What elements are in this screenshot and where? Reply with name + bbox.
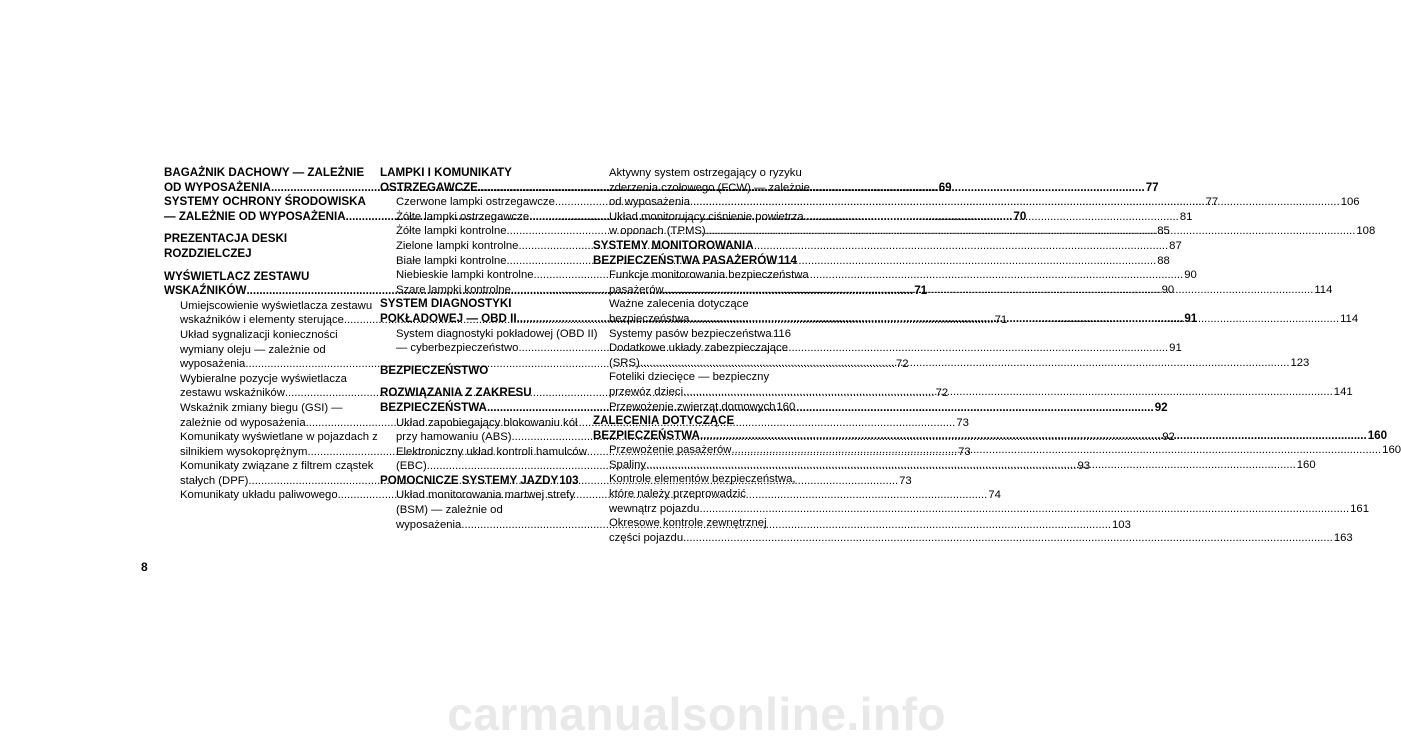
toc-page-number: 106 [1340, 196, 1360, 209]
toc-entry-line: Wskaźnik zmiany biegu (GSI) — [180, 401, 343, 414]
toc-entry-line: SYSTEMY MONITOROWANIA [593, 238, 754, 252]
toc-entry-title: przy hamowaniu (ABS) [396, 431, 512, 444]
toc-page-number: 160 [1367, 428, 1388, 442]
toc-entry-title: Żółte lampki kontrolne [396, 225, 507, 238]
toc-section-heading[interactable] [380, 473, 579, 489]
toc-page-number: 114 [778, 253, 797, 267]
toc-entry-line: Kontrole elementów bezpieczeństwa, [609, 473, 796, 486]
toc-entry-line: Ważne zalecenia dotyczące [609, 298, 749, 311]
toc-entry-leader-row [609, 502, 1369, 517]
toc-page-number: 160 [1382, 444, 1401, 457]
toc-page-number: 141 [1333, 385, 1353, 398]
toc-entry-line: Umiejscowienie wyświetlacza zestawu [180, 299, 373, 312]
toc-page-number: 77 [1205, 196, 1219, 209]
toc-entry-leader-row [609, 327, 791, 342]
dot-leader [640, 356, 1290, 371]
toc-page-number: 73 [958, 445, 971, 458]
toc-entry[interactable] [593, 327, 791, 342]
toc-entry[interactable] [593, 400, 796, 415]
toc-entry-title: WSKAŹNIKÓW [164, 284, 247, 298]
toc-entry-title: (EBC) [396, 460, 427, 473]
toc-entry-line: które należy przeprowadzić [609, 488, 746, 501]
toc-entry-line: Wybieralne pozycje wyświetlacza [180, 372, 347, 385]
toc-page-number: 103 [1112, 518, 1131, 531]
dot-leader [683, 385, 1333, 400]
toc-entry-title: — ZALEŻNIE OD WYPOSAŻENIA [164, 209, 346, 223]
toc-entry-line: Układ zapobiegający blokowaniu kół [396, 416, 578, 429]
toc-entry-title: zestawu wskaźników [180, 387, 285, 400]
toc-entry-leader-row [609, 531, 1353, 546]
dot-leader [487, 401, 1154, 416]
toc-page-number: 160 [1296, 458, 1316, 471]
toc-entry-title: wyposażenia [180, 358, 246, 371]
dot-leader [683, 531, 1333, 546]
toc-page-number: 123 [1290, 356, 1310, 369]
toc-entry-title: wyposażenia [396, 518, 462, 531]
toc-entry-title: OD WYPOSAŻENIA [164, 180, 271, 194]
toc-page-number: 71 [914, 284, 928, 298]
toc-entry-line: SYSTEMY OCHRONY ŚRODOWISKA [164, 195, 366, 209]
toc-entry-leader-row [609, 400, 796, 415]
watermark: carmanualsonline.info [447, 688, 946, 740]
toc-entry-title: Białe lampki kontrolne [396, 254, 507, 267]
toc-entry-title: Przewożenie zwierząt domowych [609, 400, 776, 413]
toc-page-number: 114 [1314, 283, 1333, 296]
toc-section-heading[interactable] [380, 364, 576, 379]
toc-page-number: 116 [772, 327, 791, 340]
toc-entry-line: Układ monitorujący ciśnienie powietrza [609, 210, 804, 223]
toc-page-number: 108 [1356, 225, 1376, 238]
toc-page-number: 72 [935, 387, 949, 400]
toc-entry-title: Spaliny [609, 458, 647, 471]
toc-entry-line: Funkcje monitorowania bezpieczeństwa [609, 269, 809, 282]
toc-entry-line: SYSTEM DIAGNOSTYKI [380, 297, 512, 311]
dot-leader [699, 502, 1349, 517]
toc-entry-line: BEZPIECZEŃSTWO [380, 363, 489, 377]
toc-entry-title: BEZPIECZEŃSTWA [380, 400, 487, 414]
toc-page-number: 92 [1162, 431, 1175, 444]
toc-entry-title: stałych (DPF) [180, 474, 249, 487]
toc-page-number: 73 [956, 416, 969, 429]
toc-entry-title: BEZPIECZEŃSTWA [593, 428, 700, 442]
toc-section-heading[interactable] [164, 232, 362, 261]
toc-page-number: 90 [1161, 283, 1175, 296]
toc-entry-title: — cyberbezpieczeństwo [396, 342, 519, 355]
toc-page-number: 69 [938, 180, 952, 194]
toc-entry-title: Szare lampki kontrolne [396, 283, 511, 296]
toc-entry-line: Foteliki dziecięce — bezpieczny [609, 371, 770, 384]
toc-entry-title: BEZPIECZEŃSTWA PASAŻERÓW [593, 253, 778, 267]
toc-entry-line: WYŚWIETLACZ ZESTAWU [164, 269, 310, 283]
toc-entry-line: ROZWIĄZANIA Z ZAKRESU [380, 386, 532, 400]
toc-entry-title: POKŁADOWEJ — OBD II [380, 311, 517, 325]
toc-entry-line: Układ sygnalizacji konieczności [180, 328, 338, 341]
toc-page-number: 72 [896, 358, 909, 371]
dot-leader [690, 195, 1340, 210]
toc-entry-line: Dodatkowe układy zabezpieczające [609, 342, 788, 355]
toc-page-number: 87 [1169, 239, 1182, 252]
toc-page-number: 88 [1157, 254, 1170, 267]
dot-leader [700, 429, 1367, 444]
dot-leader [689, 312, 1339, 327]
toc-entry-title: Systemy pasów bezpieczeństwa [609, 327, 772, 340]
toc-entry-title: Komunikaty układu paliwowego [180, 489, 338, 502]
toc-entry-title: (SRS) [609, 356, 640, 369]
toc-entry-title: przewóz dzieci [609, 385, 684, 398]
toc-entry-line: BAGAŻNIK DACHOWY — ZALEŻNIE [164, 166, 365, 179]
toc-page-number: 163 [1333, 531, 1353, 544]
toc-section-heading[interactable] [593, 238, 797, 268]
toc-entry-line: (BSM) — zależnie od [396, 504, 503, 517]
toc-page-number: 114 [1340, 312, 1359, 325]
toc-entry-title: wskaźników i elementy sterujące [180, 314, 344, 327]
toc-page-number: 73 [899, 474, 912, 487]
toc-entry-title: Żółte lampki ostrzegawcze [396, 210, 530, 223]
toc-entry-line: zderzenia czołowego (FCW) — zależnie [609, 181, 810, 194]
toc-page-number: 77 [1145, 180, 1159, 194]
toc-entry-title: części pojazdu [609, 531, 684, 544]
toc-entry-leader-row [593, 253, 797, 269]
toc-page-number: 160 [776, 400, 796, 413]
toc-entry-title: Przewożenie pasażerów [609, 444, 732, 457]
toc-page-number: 161 [1350, 502, 1369, 515]
toc-entry-title: Zielone lampki kontrolne [396, 239, 519, 252]
dot-leader [478, 181, 1145, 196]
toc-entry-line: wymiany oleju — zależnie od [180, 343, 326, 356]
toc-entry-line: LAMPKI I KOMUNIKATY [380, 166, 512, 179]
toc-entry-line: Okresowe kontrole zewnętrznej [609, 517, 767, 530]
toc-entry-line: Aktywny system ostrzegający o ryzyku [609, 167, 802, 179]
toc-entry-leader-row [380, 473, 579, 489]
dot-leader [664, 283, 1314, 298]
dot-leader [706, 224, 1356, 239]
toc-entry-line: ZALECENIA DOTYCZĄCE [593, 414, 735, 428]
toc-page-number: 70 [1013, 209, 1027, 223]
toc-entry-line: Komunikaty wyświetlane w pojazdach z [180, 431, 378, 444]
toc-page-number: 85 [1157, 225, 1170, 238]
toc-page-number: 81 [1179, 210, 1193, 223]
toc-entry-line: ROZDZIELCZEJ [164, 246, 252, 260]
dot-leader [646, 458, 1296, 473]
toc-entry-title: Niebieskie lampki kontrolne [396, 269, 534, 282]
toc-entry-line: Układ monitorowania martwej strefy [396, 489, 575, 502]
toc-entry-line: System diagnostyki pokładowej (OBD II) [396, 327, 598, 340]
dot-leader [731, 443, 1381, 458]
toc-entry-title: wewnątrz pojazdu [609, 502, 700, 515]
toc-entry-line: Elektroniczny układ kontroli hamulców [396, 445, 587, 458]
toc-entry-title: od wyposażenia [609, 196, 691, 209]
toc-page-number: 90 [1184, 269, 1197, 282]
toc-entry-line: Komunikaty związane z filtrem cząstek [180, 460, 374, 473]
toc-entry-title: silnikiem wysokoprężnym [180, 445, 308, 458]
toc-page-number: 91 [1169, 342, 1182, 355]
toc-entry-title: pasażerów [609, 283, 664, 296]
toc-entry-title: Czerwone lampki ostrzegawcze [396, 196, 555, 209]
toc-page-number: 71 [994, 314, 1008, 327]
toc-entry-title: OSTRZEGAWCZE [380, 180, 478, 194]
toc-page-number: 92 [1154, 400, 1168, 414]
toc-entry-title: w oponach (TPMS) [609, 225, 706, 238]
toc-entry-title: zależnie od wyposażenia [180, 416, 306, 429]
toc-entry-line: PREZENTACJA DESKI [164, 232, 288, 246]
toc-page-number: 93 [1077, 460, 1091, 473]
toc-entry-title: POMOCNICZE SYSTEMY JAZDY [380, 473, 559, 487]
toc-page-number: 91 [1184, 311, 1198, 325]
toc-page-number: 103 [559, 473, 579, 487]
toc-page-number: 74 [988, 489, 1001, 502]
page-number: 8 [141, 560, 148, 574]
toc-entry-title: bezpieczeństwa [609, 312, 690, 325]
